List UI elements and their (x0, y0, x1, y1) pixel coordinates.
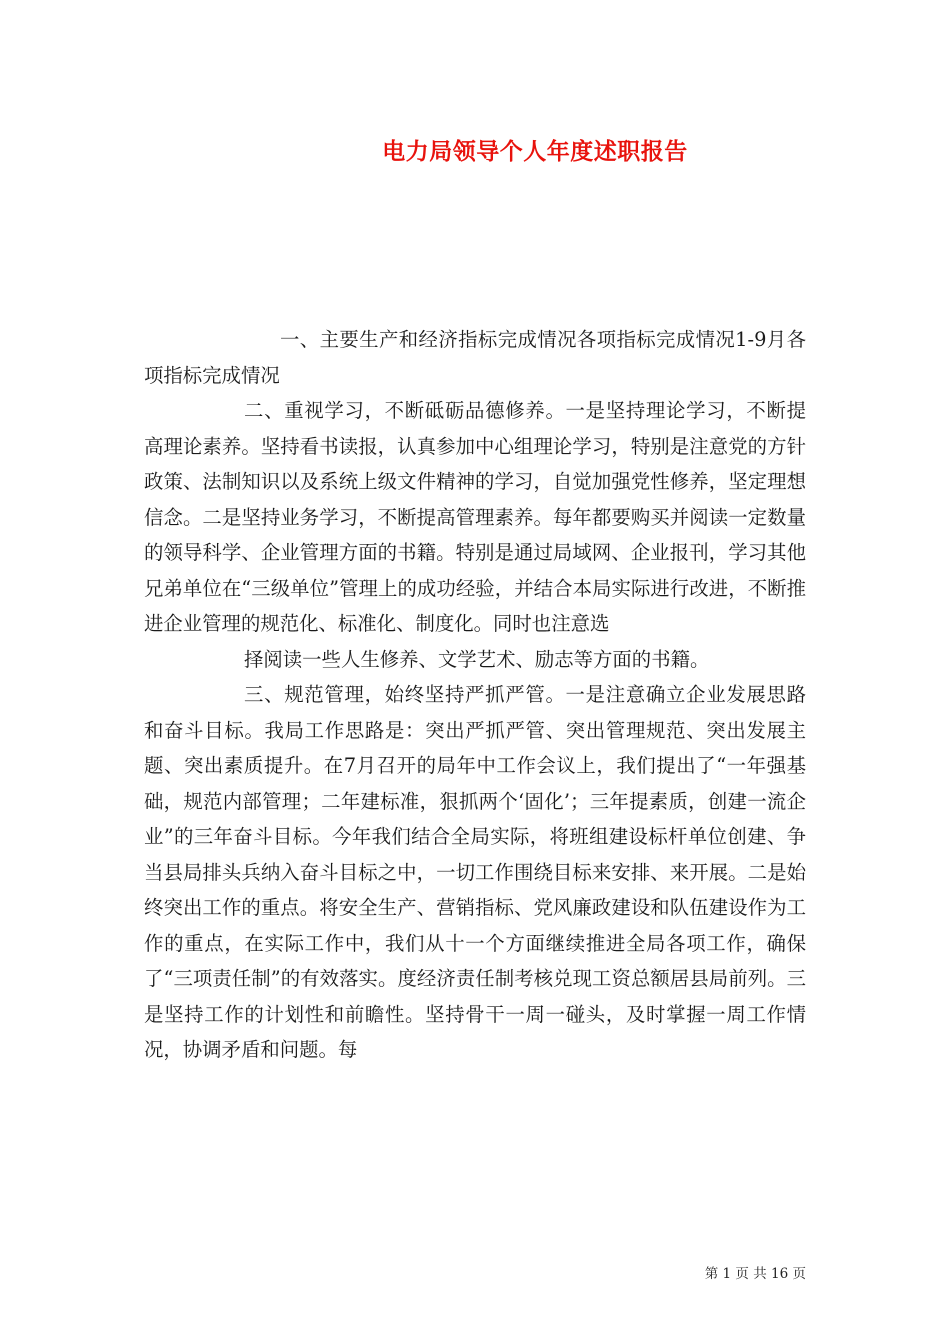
document-body (144, 322, 806, 1068)
paragraph-section-3: 三、规范管理，始终坚持严抓严管。一是注意确立企业发展思路和奋斗目标。我局工作思路是：突出严抓严管、突出管理规范、突出发展主题、突出素质提升。在7月召开的局年中工作会议上，我们提出了“一年强基础，规范内部管理；二年建标准，狠抓两个‘固化’；三年提素质，创建一流企业”的三年奋斗目标。今年我们结合全局实际，将班组建设标杆单位创建、争当县局排头兵纳入奋斗目标之中，一切工作围绕目标来安排、来开展。二是始终突出工作的重点。将安全生产、营销指标、党风廉政建设和队伍建设作为工作的重点，在实际工作中，我们从十一个方面继续推进全局各项工作，确保了“三项责任制”的有效落实。度经济责任制考核兑现工资总额居县局前列。三是坚持工作的计划性和前瞻性。坚持骨干一周一碰头，及时掌握一周工作情况，协调矛盾和问题。每 (144, 683, 806, 1061)
paragraph-section-1: 一、主要生产和经济指标完成情况各项指标完成情况1-9月各项指标完成情况 (144, 328, 806, 387)
page-number: 第 1 页 共 16 页 (704, 1266, 806, 1282)
paragraph-section-2: 二、重视学习，不断砥砺品德修养。一是坚持理论学习，不断提高理论素养。坚持看书读报，认真参加中心组理论学习，特别是注意党的方针政策、法制知识以及系统上级文件精神的学习，自觉加强党性修养，坚定理想信念。二是坚持业务学习，不断提高管理素养。每年都要购买并阅读一定数量的领导科学、企业管理方面的书籍。特别是通过局域网、企业报刊，学习其他兄弟单位在“三级单位”管理上的成功经验，并结合本局实际进行改进，不断推进企业管理的规范化、标准化、制度化。同时也注意选 (144, 399, 806, 635)
paragraph-section-2-continued: 择阅读一些人生修养、文学艺术、励志等方面的书籍。 (244, 647, 710, 671)
document-title: 电力局领导个人年度述职报告 (382, 138, 688, 165)
